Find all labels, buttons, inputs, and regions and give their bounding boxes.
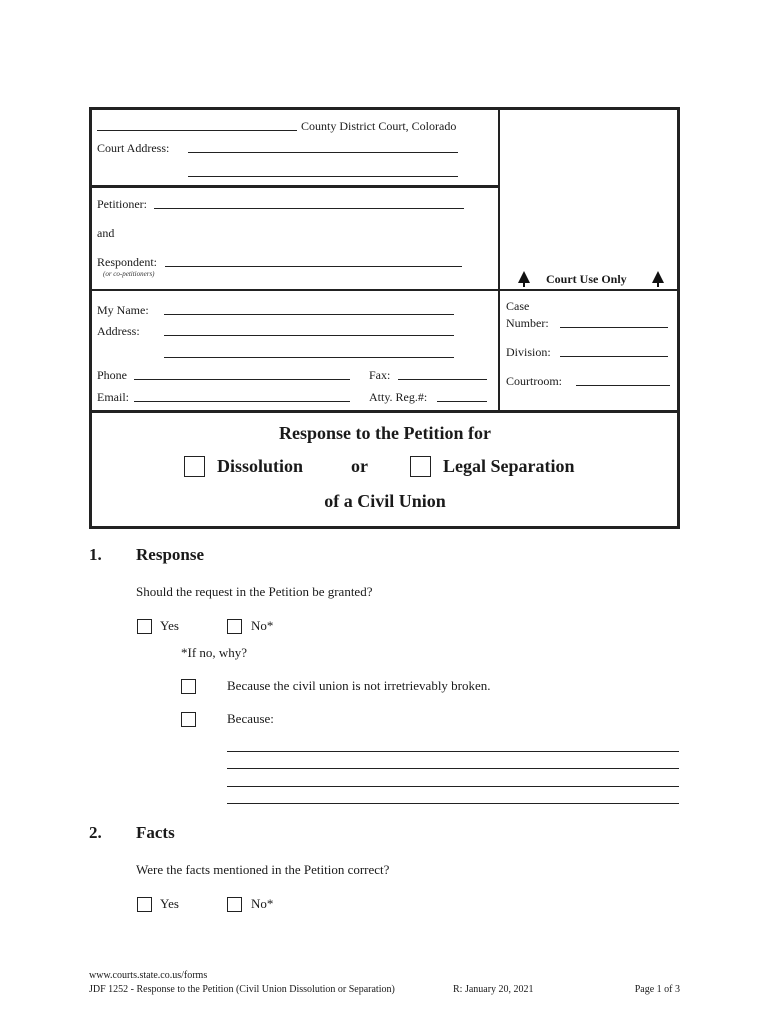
address-label: Address: [97, 324, 140, 338]
legal-separation-checkbox[interactable] [410, 456, 431, 477]
county-name-line[interactable] [97, 130, 297, 131]
reason-line-4[interactable] [227, 803, 679, 804]
atty-reg-line[interactable] [437, 401, 487, 402]
legal-separation-label: Legal Separation [443, 456, 575, 476]
court-section-divider [92, 185, 499, 188]
reason1-checkbox[interactable] [181, 679, 196, 694]
section2-yes-checkbox[interactable] [137, 897, 152, 912]
address-line-2[interactable] [164, 357, 454, 358]
attorney-section-divider [92, 410, 677, 413]
section1-yes-label: Yes [160, 618, 179, 633]
section1-no-label: No* [251, 618, 274, 633]
email-label: Email: [97, 390, 129, 404]
case-label: Case [506, 299, 530, 313]
section1-question: Should the request in the Petition be granted? [136, 584, 373, 599]
caption-column-divider [498, 110, 500, 412]
court-suffix: County District Court, Colorado [301, 119, 457, 133]
case-number-line[interactable] [560, 327, 668, 328]
atty-reg-label: Atty. Reg.#: [369, 390, 428, 404]
parties-section-divider [92, 289, 677, 291]
and-label: and [97, 226, 115, 240]
or-label: or [351, 456, 368, 476]
section1-title: Response [136, 545, 205, 564]
footer-revision: R: January 20, 2021 [453, 984, 534, 995]
respondent-line[interactable] [165, 266, 462, 267]
address-line-1[interactable] [164, 335, 454, 336]
section2-number: 2. [89, 823, 102, 842]
form-title-line1: Response to the Petition for [279, 423, 491, 443]
section2-title: Facts [136, 823, 175, 842]
section1-number: 1. [89, 545, 102, 564]
dissolution-checkbox[interactable] [184, 456, 205, 477]
reason1-label: Because the civil union is not irretrievably broken. [227, 678, 491, 693]
my-name-label: My Name: [97, 303, 149, 317]
division-label: Division: [506, 345, 551, 359]
phone-label: Phone [97, 368, 127, 382]
reason-line-1[interactable] [227, 751, 679, 752]
case-number-label: Number: [506, 316, 549, 330]
my-name-line[interactable] [164, 314, 454, 315]
email-line[interactable] [134, 401, 350, 402]
reason2-checkbox[interactable] [181, 712, 196, 727]
division-line[interactable] [560, 356, 668, 357]
court-address-line-2[interactable] [188, 176, 458, 177]
co-petitioners-note: (or co-petitioners) [103, 270, 155, 278]
petitioner-label: Petitioner: [97, 197, 147, 211]
reason2-label: Because: [227, 711, 274, 726]
section1-if-no: *If no, why? [181, 645, 248, 660]
reason-line-2[interactable] [227, 768, 679, 769]
section1-no-checkbox[interactable] [227, 619, 242, 634]
caption-box [89, 107, 680, 529]
reason-line-3[interactable] [227, 786, 679, 787]
section2-yes-label: Yes [160, 896, 179, 911]
petitioner-line[interactable] [154, 208, 464, 209]
court-address-line-1[interactable] [188, 152, 458, 153]
section2-no-label: No* [251, 896, 274, 911]
section1-yes-checkbox[interactable] [137, 619, 152, 634]
form-title-line3: of a Civil Union [324, 491, 446, 511]
fax-line[interactable] [398, 379, 487, 380]
courtroom-label: Courtroom: [506, 374, 562, 388]
courtroom-line[interactable] [576, 385, 670, 386]
footer-url: www.courts.state.co.us/forms [89, 970, 208, 981]
dissolution-label: Dissolution [217, 456, 304, 476]
footer-page: Page 1 of 3 [634, 984, 680, 995]
footer-form-id: JDF 1252 - Response to the Petition (Civil Union Dissolution or Separation) [89, 984, 395, 995]
section2-no-checkbox[interactable] [227, 897, 242, 912]
court-use-only-label: Court Use Only [546, 272, 627, 286]
phone-line[interactable] [134, 379, 350, 380]
section2-question: Were the facts mentioned in the Petition correct? [136, 862, 390, 877]
fax-label: Fax: [369, 368, 391, 382]
court-address-label: Court Address: [97, 141, 170, 155]
respondent-label: Respondent: [97, 255, 157, 269]
